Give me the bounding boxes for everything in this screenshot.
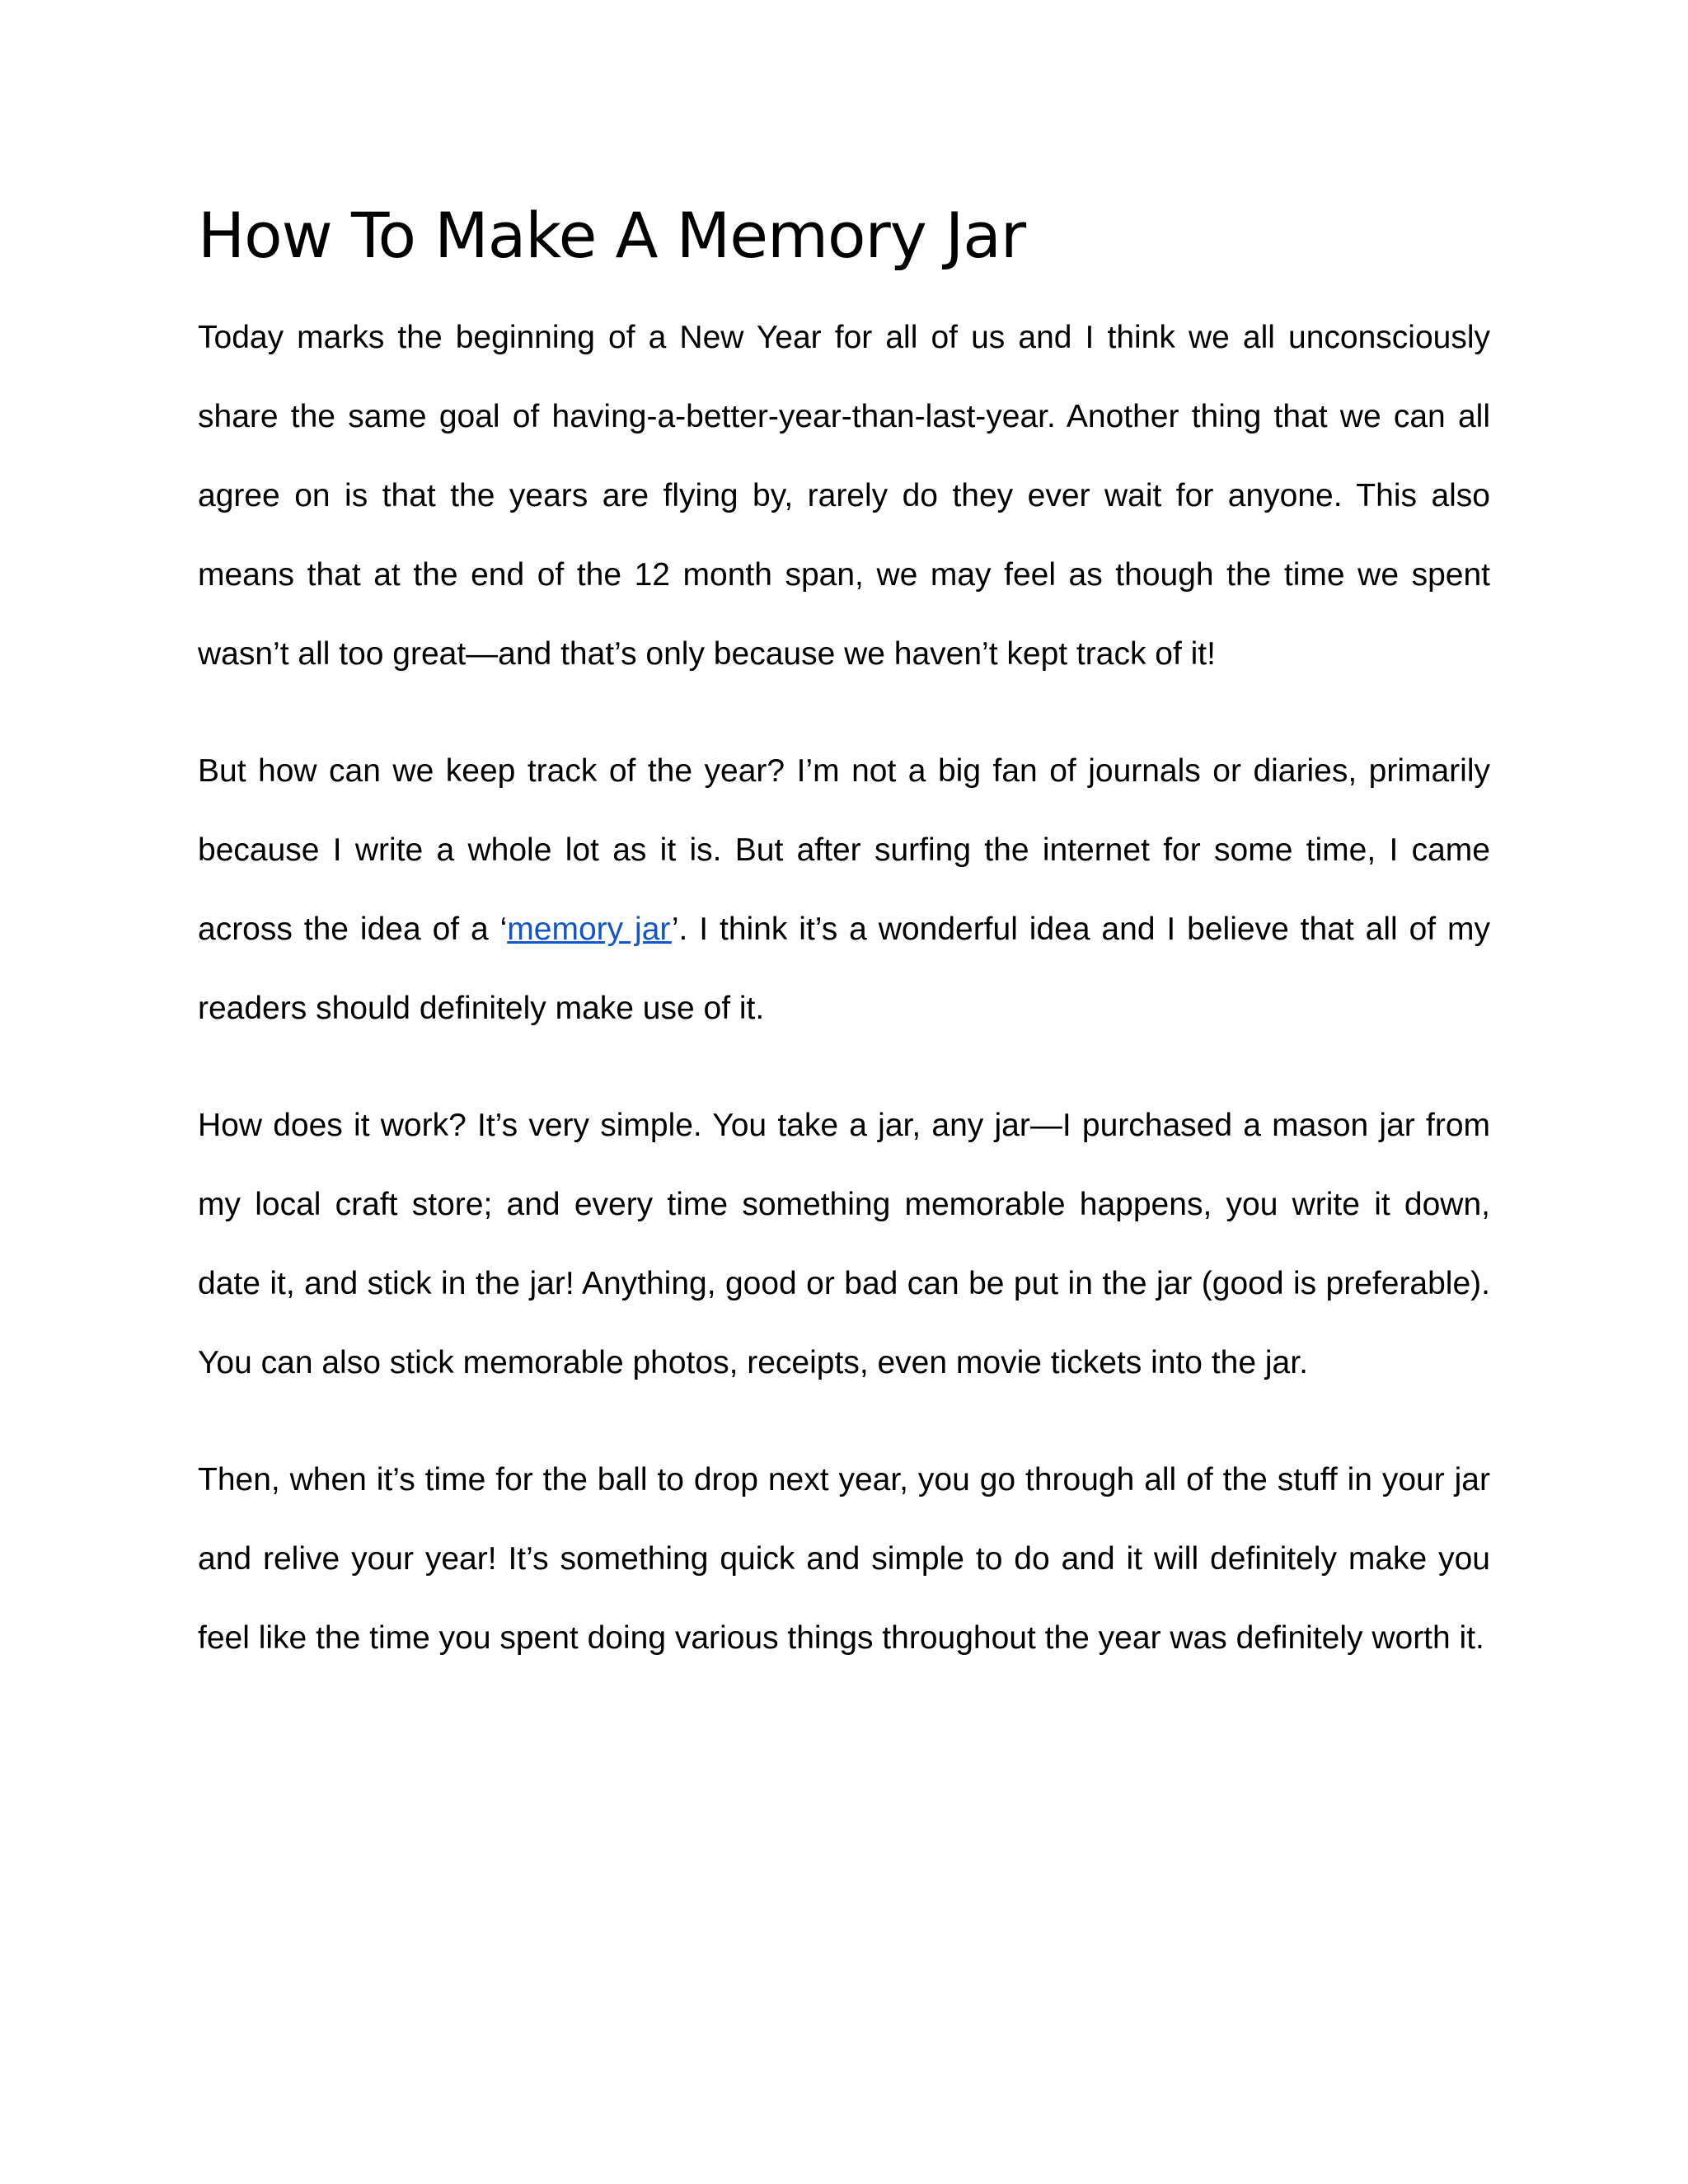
paragraph-how-it-works: How does it work? It’s very simple. You take a jar, any jar—I purchased a mason jar from my local craft store; and every time something memorable happens, you write it down, date it, and stick in the jar! Anything, good or bad can be put in the jar (good is preferable). You can also stick memorable photos, receipts, even movie tickets into the jar. xyxy=(198,1108,1490,1380)
paragraph-keep-track xyxy=(198,732,1490,1048)
memory-jar-link[interactable]: memory jar xyxy=(507,912,672,947)
paragraph-text-before-link: But how can we keep track of the year? I’m not a big fan of journals or diaries, primarily because I write a whole lot as it is. But after surfing the internet for some time, I came across the idea of a ‘ xyxy=(198,753,1490,947)
paragraph-intro: Today marks the beginning of a New Year for all of us and I think we all unconsciously share the same goal of having-a-better-year-than-last-year. Another thing that we can all agree on is that the years are flying by, rarely do they ever wait for anyone. This also means that at the end of the 12 month span, we may feel as though the time we spent wasn’t all too great—and that’s only because we haven’t kept track of it! xyxy=(198,320,1490,672)
document-title: How To Make A Memory Jar xyxy=(198,199,1026,272)
paragraph-text-after-link: ’. I think it’s a wonderful idea and I believe that all of my readers should definitely make use of it. xyxy=(198,912,1491,1026)
paragraph-conclusion: Then, when it’s time for the ball to drop next year, you go through all of the stuff in your jar and relive your year! It’s something quick and simple to do and it will definitely make you feel like the time you spent doing various things throughout the year was definitely worth it. xyxy=(198,1462,1490,1656)
document-page xyxy=(198,198,1490,1678)
